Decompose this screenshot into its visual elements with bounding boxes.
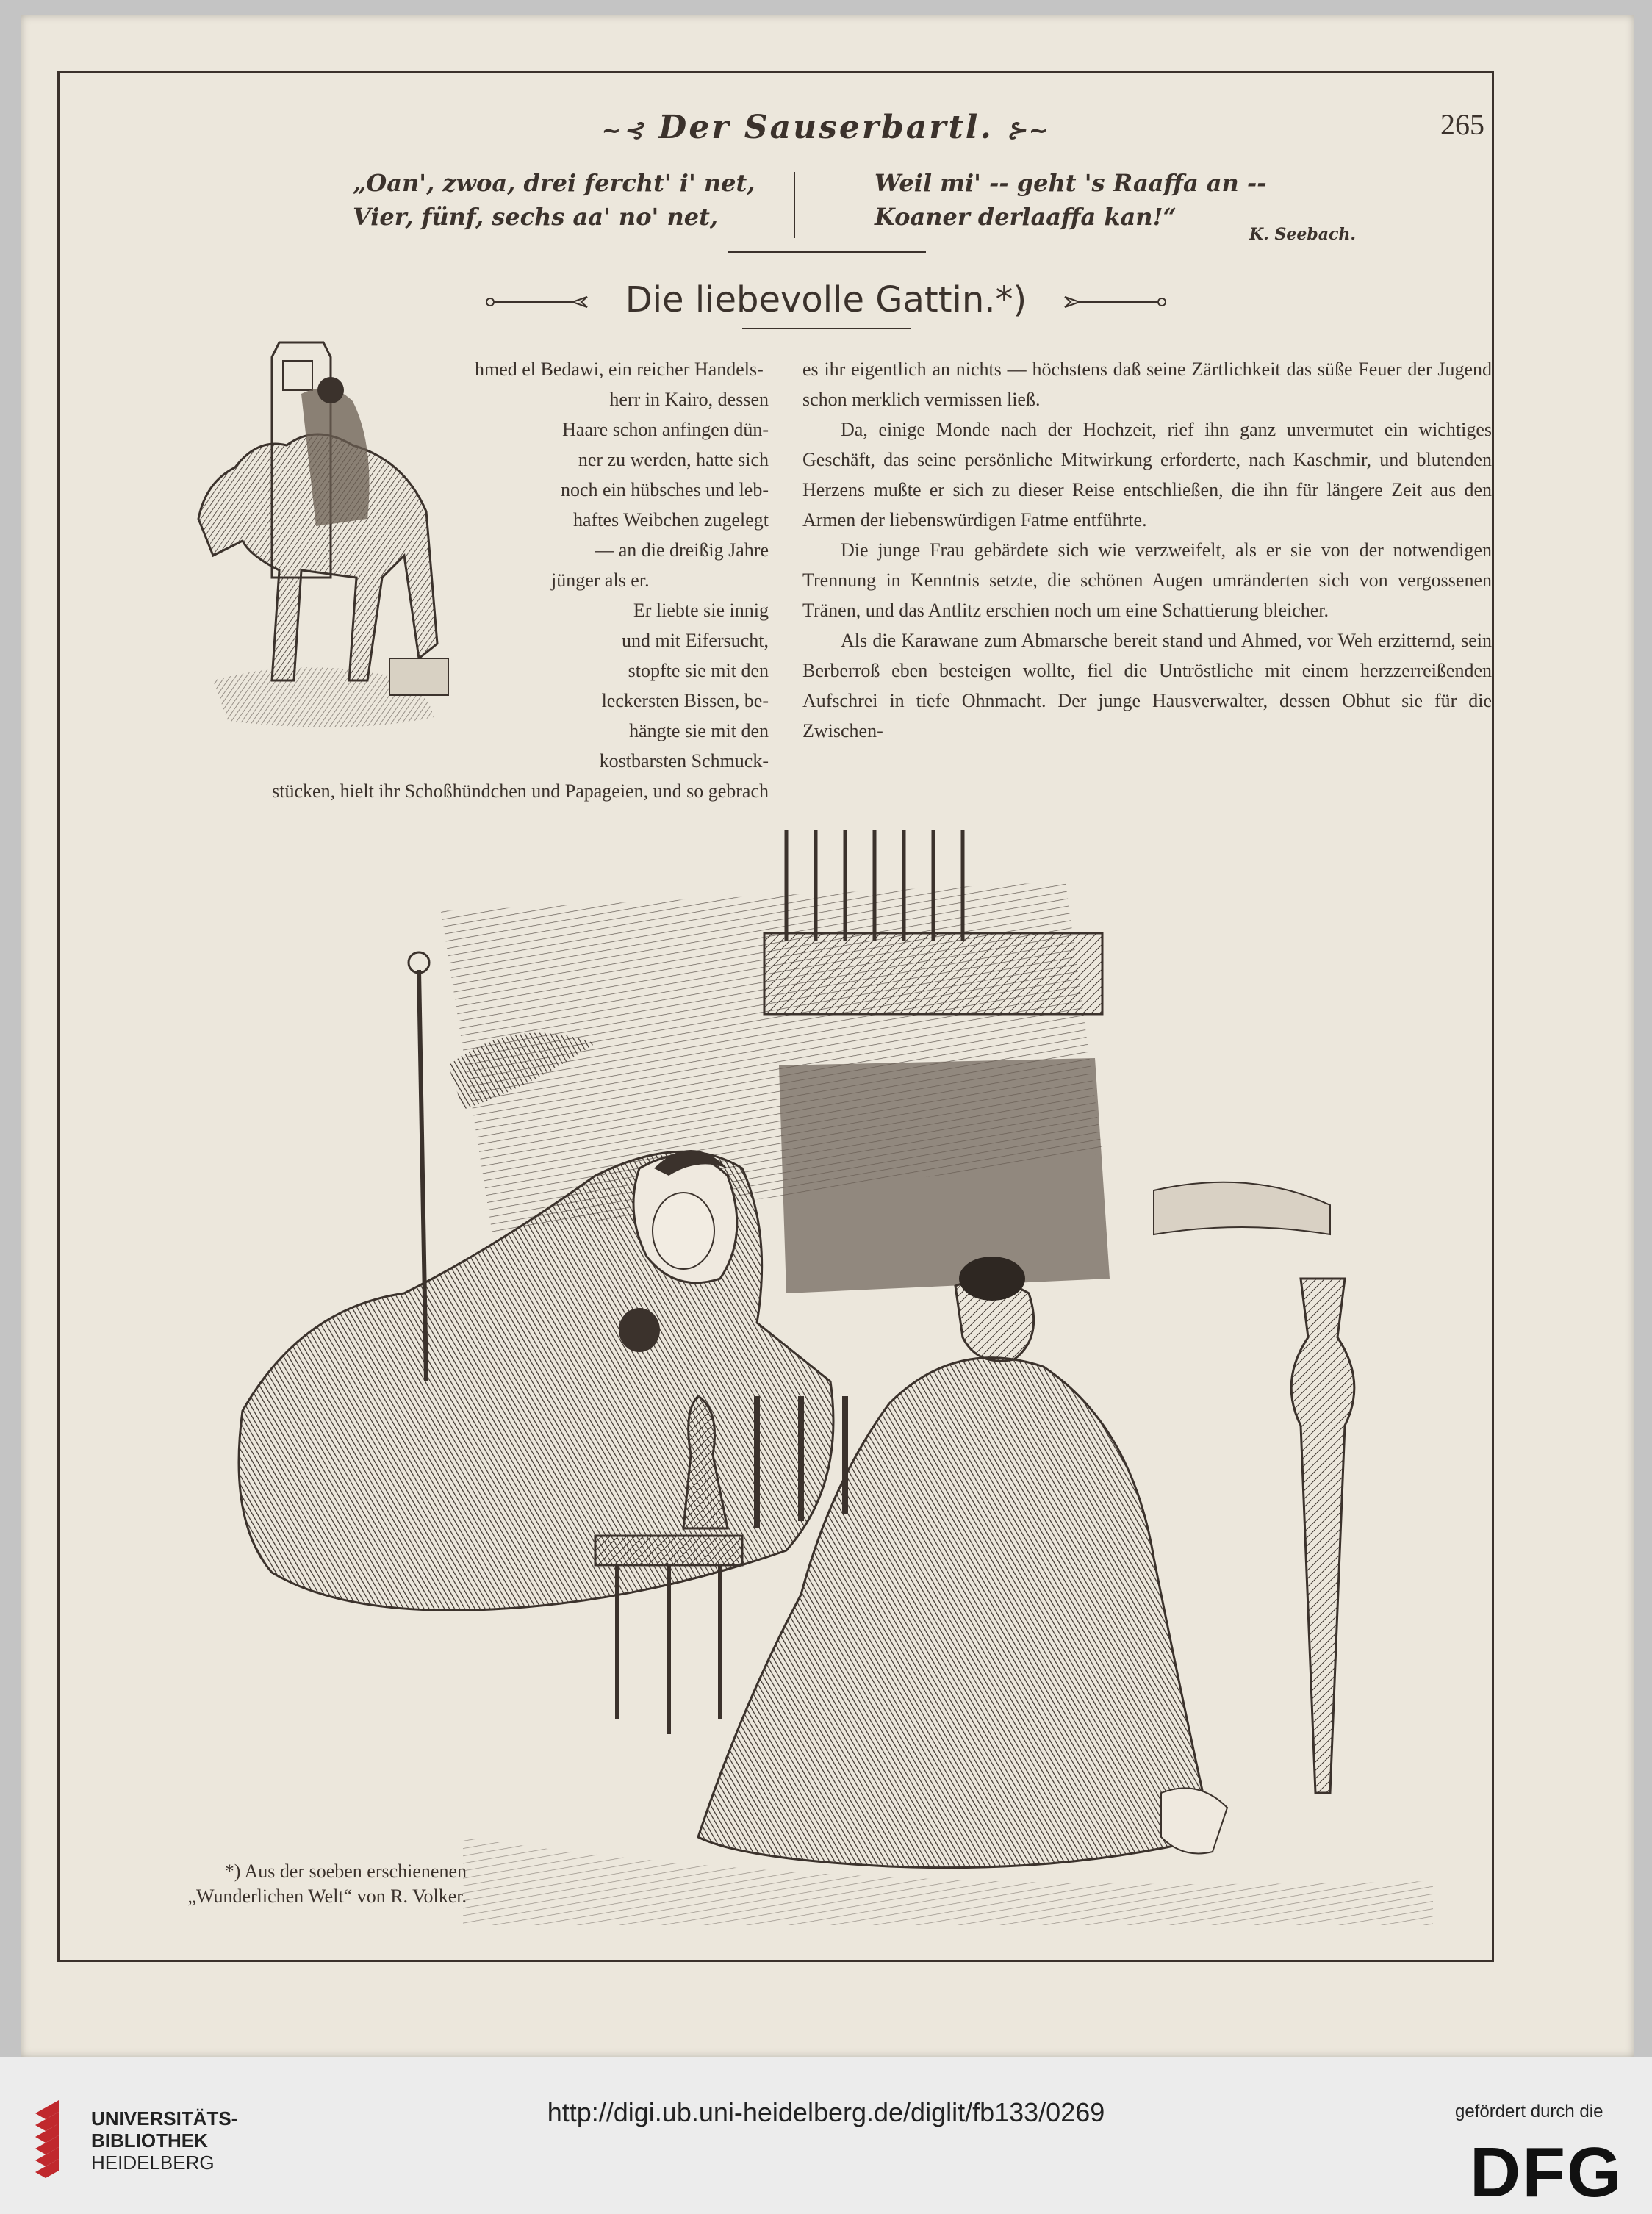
funding-label: gefördert durch die [1455, 2102, 1603, 2121]
footnote [110, 1859, 467, 1909]
paragraph: es ihr eigentlich an nichts — höchstens daß seine Zärtlichkeit das süße Feuer der Jugend schon merklich vermissen ließ. [802, 359, 1492, 410]
permalink-url[interactable]: http://digi.ub.uni-heidelberg.de/diglit/fb133/0269 [547, 2097, 1105, 2127]
article-title-row [0, 279, 1652, 320]
paragraph: Als die Karawane zum Abmarsche bereit stand und Ahmed, vor Weh erzitternd, sein Berberroß eben besteigen wollte, fiel die Untröstliche mit einem herzzerreißenden Aufschrei in tiefe Ohnmacht. Der junge Hausverwalter, dessen Obhut sie für die Zwischen- [802, 630, 1492, 741]
text-line: leckersten Bissen, be- [601, 690, 769, 711]
poem-line: „Oan', zwoa, drei fercht' i' net, [353, 169, 755, 197]
text-line: Er liebte sie innig [633, 600, 769, 621]
library-name-line: UNIVERSITÄTS- [91, 2107, 238, 2129]
flourish-right-icon: ⊱~ [1006, 116, 1051, 144]
divider-rule [742, 328, 911, 329]
title-ornament-left-icon [484, 295, 595, 309]
poem-line: Weil mi' -- geht 's Raaffa an -- [875, 169, 1267, 197]
poem-line: Vier, fünf, sechs aa' no' net, [353, 203, 719, 231]
poem-right-stanza [875, 166, 1330, 234]
text-line: haftes Weibchen zugelegt [573, 509, 769, 531]
title-ornament-right-icon [1057, 295, 1168, 309]
text-line: und mit Eifersucht, [621, 630, 769, 651]
poem-author: K. Seebach. [1249, 225, 1357, 244]
text-line: Haare schon anfingen dün- [562, 419, 769, 440]
poem-divider [794, 172, 795, 238]
flourish-left-icon: ~⊰ [601, 116, 646, 144]
text-line: hängte sie mit den [629, 720, 769, 741]
section-header [0, 109, 1652, 146]
text-line: stopfte sie mit den [628, 660, 769, 681]
article-column-left-top [475, 354, 769, 776]
divider-rule [728, 251, 926, 253]
section-title: Der Sauserbartl. [658, 109, 994, 146]
paragraph: Da, einige Monde nach der Hochzeit, rief ihn ganz unvermutet ein wichtiges Geschäft, das seine persönliche Mitwirkung erforderte, nach Kaschmir, und blutenden Herzens mußte er sich zu dieser Reise entschließen, die ihn für längere Zeit aus den Armen der liebenswürdigen Fatme entführte. [802, 419, 1492, 531]
article-column-right [802, 354, 1492, 746]
footnote-line: „Wunderlichen Welt“ von R. Volker. [187, 1886, 467, 1907]
text-line: hmed el Bedawi, ein reicher Handels- [475, 359, 764, 380]
rider-on-horse-illustration [184, 335, 492, 747]
page-number: 265 [1440, 108, 1484, 141]
text-line: ner zu werden, hatte sich [578, 449, 769, 470]
text-line: jünger als er. [551, 569, 650, 591]
library-name-line: HEIDELBERG [91, 2152, 215, 2174]
text-line: kostbarsten Schmuck- [599, 750, 769, 772]
dfg-logo: DFG [1470, 2133, 1623, 2212]
poem-line: Koaner derlaaffa kan!“ [875, 203, 1177, 231]
text-line: noch ein hübsches und leb- [560, 479, 769, 500]
article-column-left-bottom: stücken, hielt ihr Schoßhündchen und Papageien, und so gebrach [272, 780, 769, 802]
text-line: — an die dreißig Jahre [595, 539, 769, 561]
footer-bar [0, 2057, 1652, 2214]
article-title: Die liebevolle Gattin.*) [625, 279, 1027, 320]
text-line: herr in Kairo, dessen [609, 389, 769, 410]
poem-left-stanza [353, 166, 764, 234]
paragraph: Die junge Frau gebärdete sich wie verzweifelt, als er sie von der notwendigen Trennung in Kenntnis setzte, die schönen Augen umränderten sich von vergossenen Tränen, und das Antlitz erschien noch um eine Schattierung bleicher. [802, 539, 1492, 621]
main-illustration-harem-scene [184, 823, 1506, 1940]
library-name-line: BIBLIOTHEK [91, 2129, 208, 2152]
footnote-line: *) Aus der soeben erschienenen [224, 1861, 467, 1882]
